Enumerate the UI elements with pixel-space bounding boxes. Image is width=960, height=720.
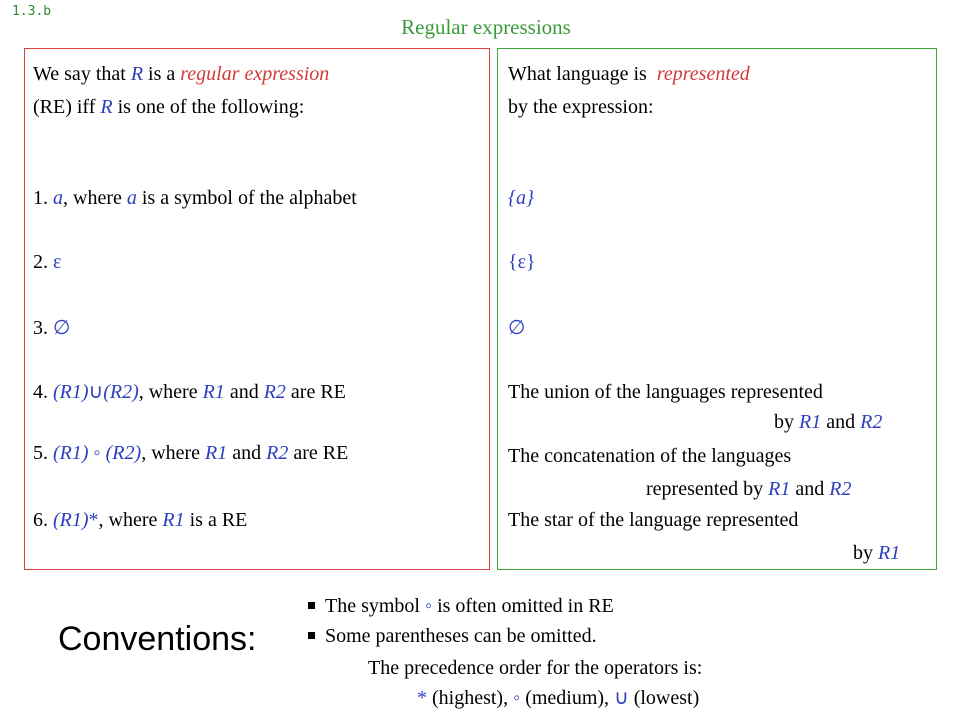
expr-r1: (R1) xyxy=(53,381,89,403)
text: is a RE xyxy=(184,509,248,531)
var-r1: R1 xyxy=(799,411,822,433)
term-regular-expression: regular expression xyxy=(180,63,330,85)
text: are RE xyxy=(288,442,349,464)
convention-bullet-2 xyxy=(308,624,597,648)
var-r: R xyxy=(100,96,113,118)
text: are RE xyxy=(285,381,346,403)
var-r1: R1 xyxy=(768,478,791,500)
precedence-order xyxy=(417,686,699,710)
item-number: 3. xyxy=(33,317,53,339)
text: is a xyxy=(143,63,181,85)
language-union-line-1: The union of the languages represented xyxy=(508,381,823,403)
language-intro-line-2: by the expression: xyxy=(508,96,654,118)
var-r1: R1 xyxy=(205,442,228,464)
var-r1: R1 xyxy=(162,509,185,531)
var-r1: R1 xyxy=(878,542,901,564)
term-represented: represented xyxy=(656,63,750,85)
definition-intro-line-1 xyxy=(33,62,329,86)
page-title: Regular expressions xyxy=(401,15,571,39)
text: by xyxy=(774,411,799,433)
expr-r1: (R1) xyxy=(53,442,89,464)
var-r: R xyxy=(130,63,144,85)
text: , where xyxy=(141,442,206,464)
language-star-line-1: The star of the language represented xyxy=(508,509,799,531)
union-operator: ∪ xyxy=(614,687,629,709)
text: and xyxy=(224,381,264,403)
text: What language is xyxy=(508,63,657,85)
item-number: 5. xyxy=(33,442,53,464)
text: represented by xyxy=(646,478,769,500)
language-intro-line-1 xyxy=(508,62,750,86)
text: , where xyxy=(98,509,163,531)
text: is often omitted in RE xyxy=(432,595,614,617)
precedence-line: The precedence order for the operators is: xyxy=(368,657,703,679)
slide-number: 1.3.b xyxy=(12,4,52,19)
conventions-title: Conventions: xyxy=(58,620,257,658)
var-r2: R2 xyxy=(829,478,852,500)
item-number: 6. xyxy=(33,509,53,531)
symbol-a: a xyxy=(53,187,63,209)
text: (lowest) xyxy=(628,687,700,709)
text: (highest), xyxy=(427,687,514,709)
expr-r2: (R2) xyxy=(105,442,142,464)
bullet-square-icon xyxy=(308,632,315,639)
language-concat-line-1: The concatenation of the languages xyxy=(508,445,792,467)
language-a xyxy=(508,186,534,210)
language-epsilon: {ε} xyxy=(508,251,536,273)
var-r2: R2 xyxy=(263,381,286,403)
var-r1: R1 xyxy=(202,381,225,403)
text: by xyxy=(853,542,878,564)
text: is one of the following: xyxy=(112,96,305,118)
language-star-line-2 xyxy=(853,541,900,565)
text: We say that xyxy=(33,63,131,85)
item-number: 2. xyxy=(33,251,53,273)
expr-r2: (R2) xyxy=(103,381,139,403)
convention-bullet-1 xyxy=(308,594,614,618)
star-operator: * xyxy=(88,509,99,531)
language-empty-set: ∅ xyxy=(508,317,526,339)
text: and xyxy=(790,478,830,500)
text: (RE) iff xyxy=(33,96,101,118)
text: Some parentheses can be omitted. xyxy=(325,625,597,647)
union-operator: ∪ xyxy=(88,381,104,403)
item-number: 4. xyxy=(33,381,53,403)
text: , where xyxy=(63,187,127,209)
item-number: 1. xyxy=(33,187,53,209)
expr-r1: (R1) xyxy=(53,509,89,531)
rule-item-5 xyxy=(33,441,348,465)
concat-operator: ◦ xyxy=(425,595,433,617)
var-r2: R2 xyxy=(266,442,289,464)
text: is a symbol of the alphabet xyxy=(136,187,357,209)
language-union-line-2 xyxy=(774,410,882,434)
text: , where xyxy=(138,381,203,403)
bullet-square-icon xyxy=(308,602,315,609)
rule-item-2 xyxy=(33,250,61,274)
rule-item-4 xyxy=(33,380,346,404)
set-a: {a} xyxy=(508,187,534,209)
var-r2: R2 xyxy=(860,411,883,433)
empty-set-symbol: ∅ xyxy=(53,317,71,339)
rule-item-6 xyxy=(33,508,247,532)
language-concat-line-2 xyxy=(646,477,852,501)
rule-item-1 xyxy=(33,186,357,210)
definition-box xyxy=(24,48,490,570)
concat-operator: ◦ xyxy=(88,442,106,464)
concat-operator: ◦ xyxy=(513,687,521,709)
definition-intro-line-2 xyxy=(33,95,304,119)
text: (medium), xyxy=(520,687,615,709)
symbol-a: a xyxy=(126,187,137,209)
rule-item-3 xyxy=(33,316,70,340)
star-operator: * xyxy=(417,687,427,709)
text: and xyxy=(227,442,267,464)
text: The symbol xyxy=(325,595,425,617)
epsilon-symbol: ε xyxy=(53,251,62,273)
text: and xyxy=(821,411,861,433)
